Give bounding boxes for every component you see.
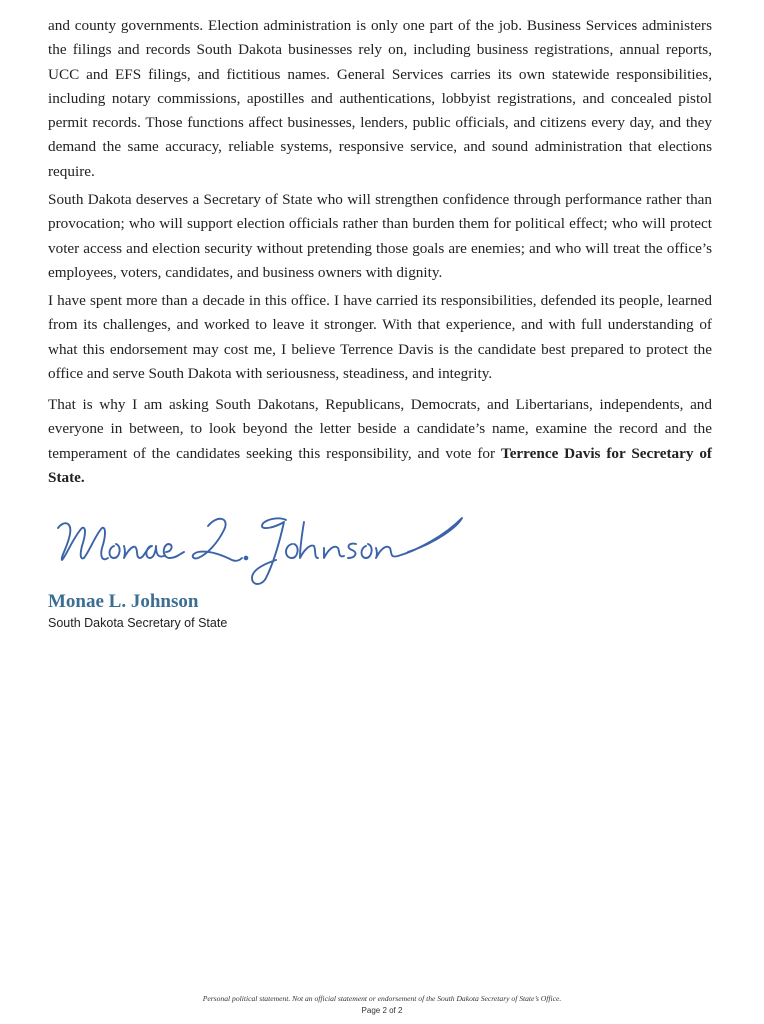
body-paragraph-1: and county governments. Election administration is only one part of the job. Business Services administers the filings and records South Dakota businesses rely on, including business registrations, annual reports, UCC and EFS filings, and fictitious names. General Services carries its own statewide responsibilities, including notary commissions, apostilles and authentications, lobbyist registrations, and concealed pistol permit records. Those functions affect businesses, lenders, public officials, and citizens every day, and they demand the same accuracy, reliable systems, responsive service, and sound administration that elections require.	[48, 17, 712, 180]
closing-request-text: That is why I am asking South Dakotans, Republicans, Democrats, and Libertarians, independents, and everyone in between, to look beyond the letter beside a candidate’s name, examine the record and the temperament of the candidates seeking this responsibility, and vote for	[48, 396, 712, 462]
body-paragraph-2: South Dakota deserves a Secretary of State who will strengthen confidence through performance rather than provocation; who will support election officials rather than burden them for political effect; who will protect voter access and election security without pretending those goals are enemies; and who will treat the office’s employees, voters, candidates, and business owners with dignity.	[48, 191, 712, 281]
signer-title: South Dakota Secretary of State	[48, 616, 228, 630]
signer-name: Monae L. Johnson	[48, 591, 199, 612]
body-paragraph-3: I have spent more than a decade in this office. I have carried its responsibilities, defended its people, learned from its challenges, and worked to leave it stronger. With that experience, and with full understanding of what this endorsement may cost me, I believe Terrence Davis is the candidate best prepared to protect the office and serve South Dakota with seriousness, steadiness, and integrity.	[48, 292, 712, 382]
endorsement-emphasis: Terrence Davis for Secretary of State.	[48, 444, 712, 486]
handwritten-signature	[48, 500, 468, 590]
page-number: Page 2 of 2	[361, 1006, 403, 1015]
body-paragraph-4	[48, 393, 712, 490]
footer-disclaimer: Personal political statement. Not an official statement or endorsement of the South Dakota Secretary of State’s Office.	[202, 994, 562, 1003]
